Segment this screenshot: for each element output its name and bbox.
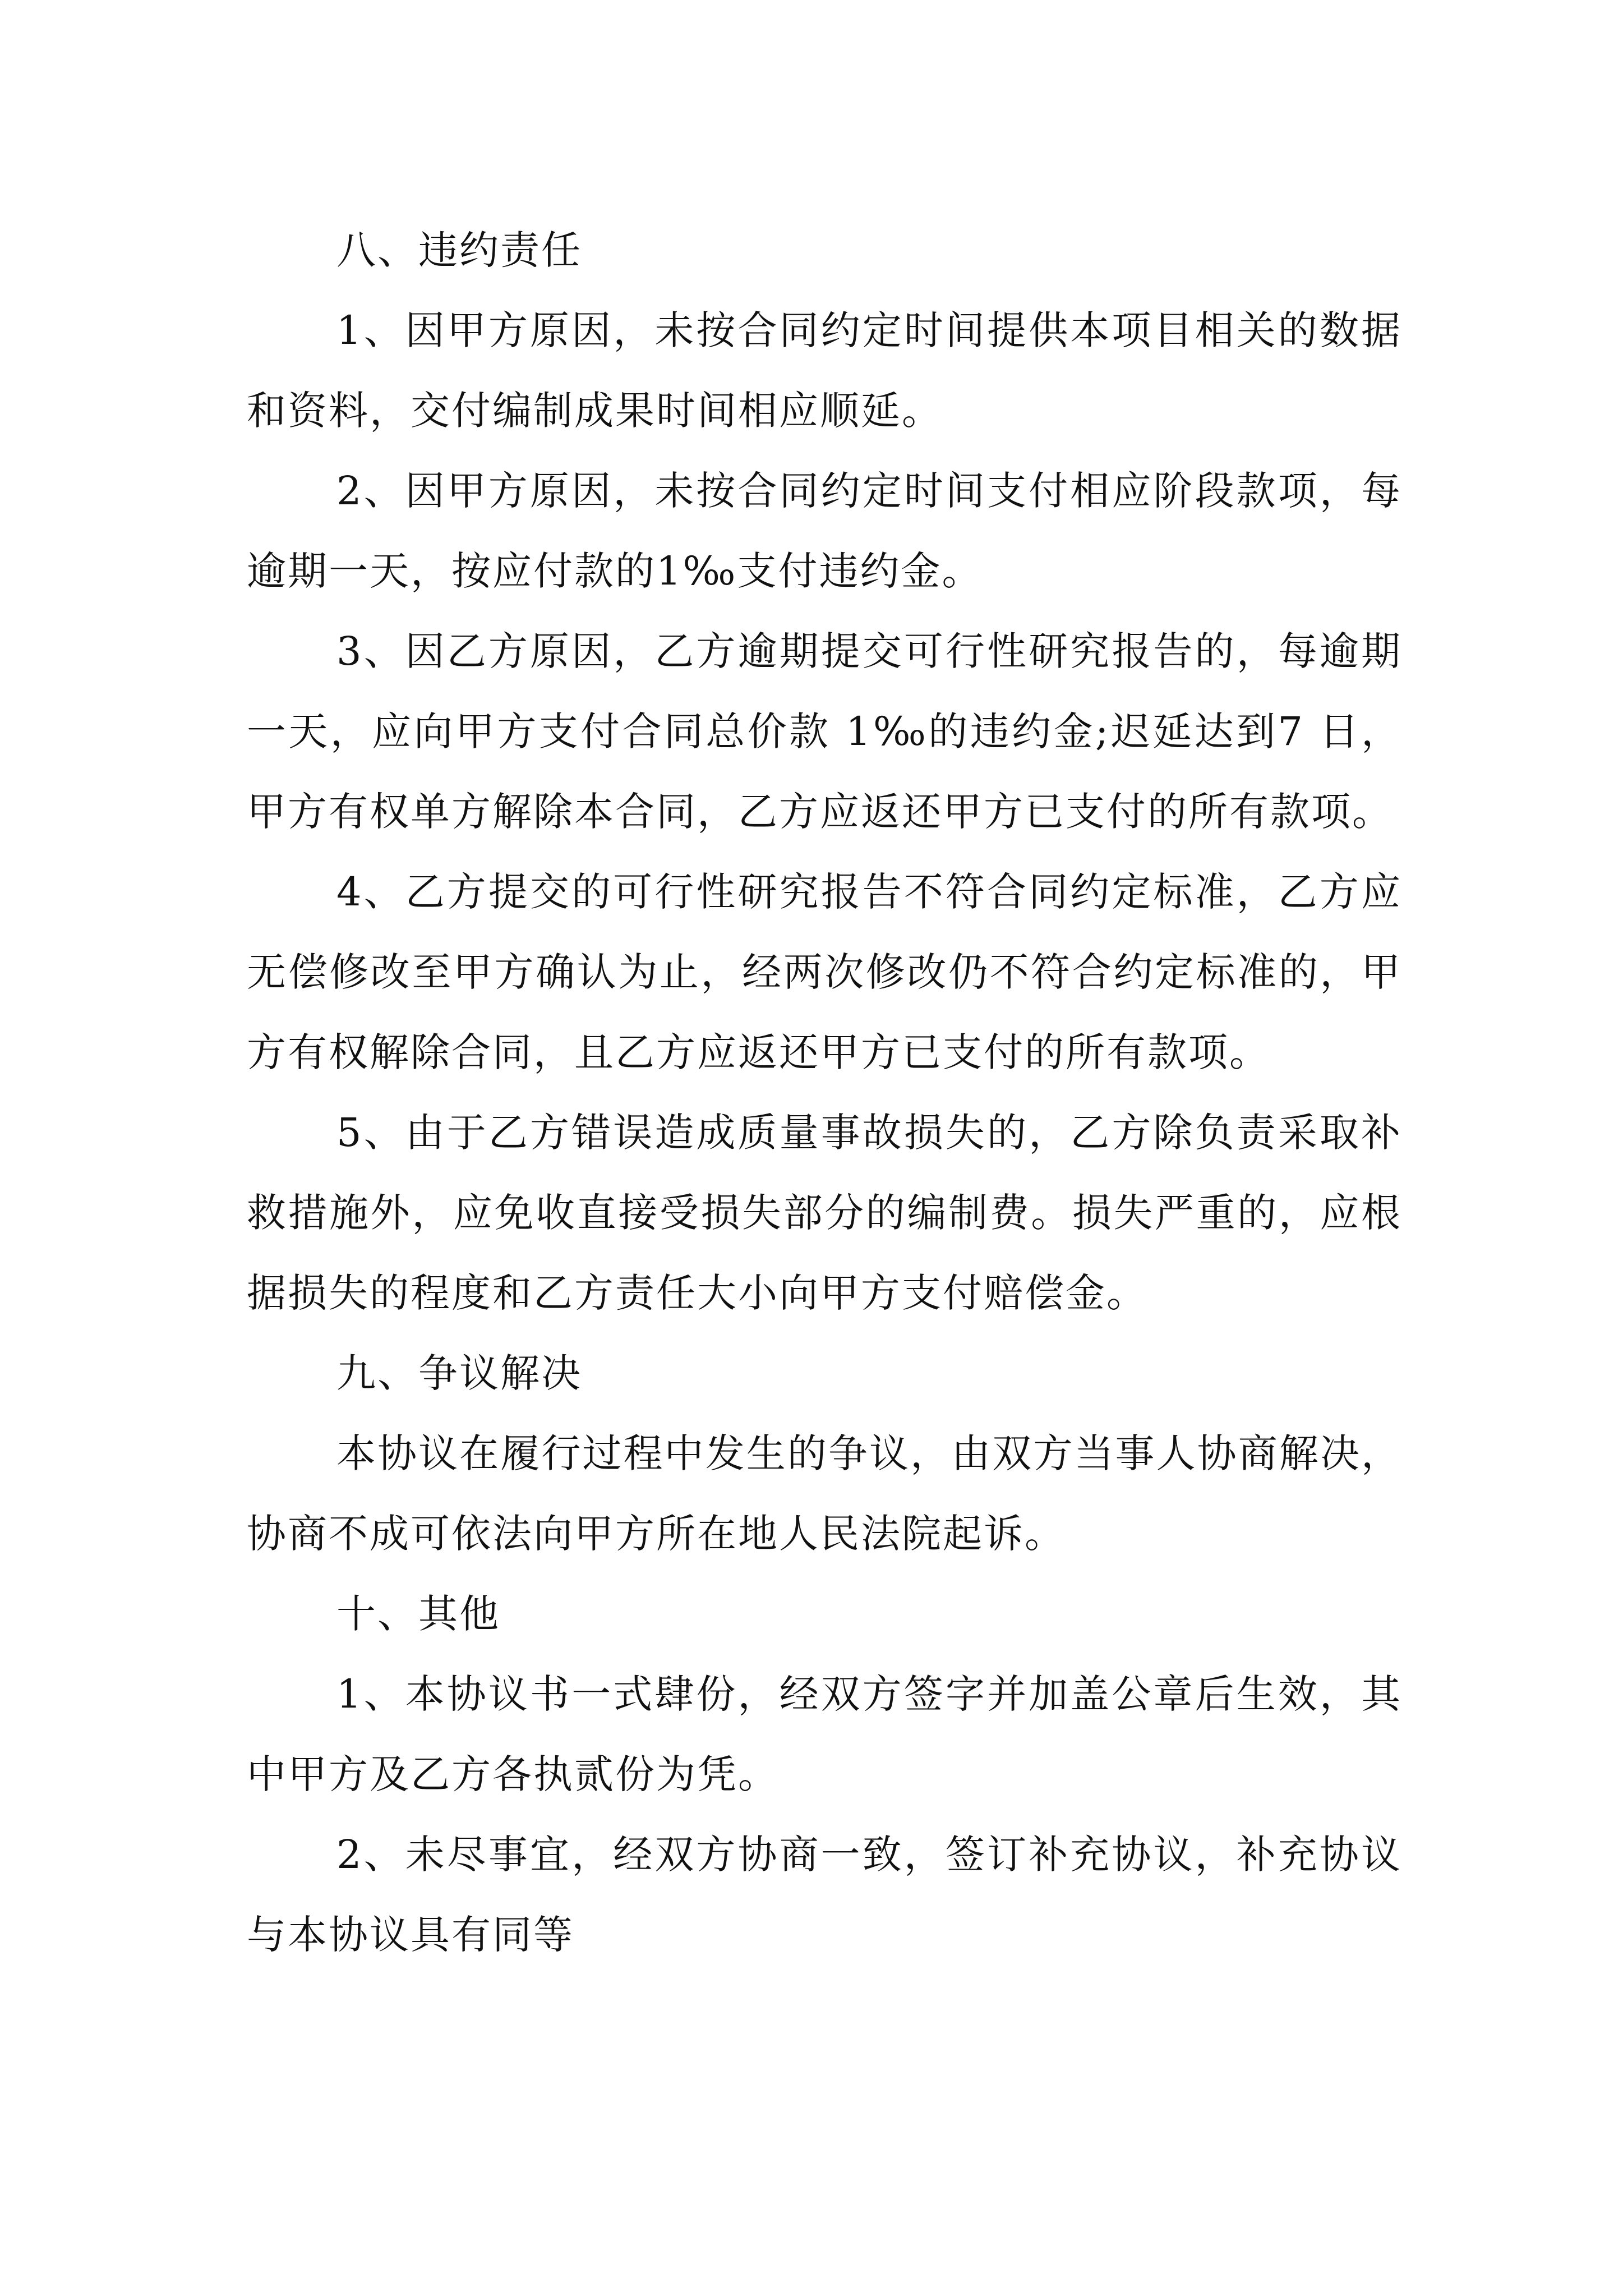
document-body [247, 210, 1402, 1975]
clause-8-5: 5、由于乙方错误造成质量事故损失的，乙方除负责采取补救措施外，应免收直接受损失部分的编制费。损失严重的，应根据损失的程度和乙方责任大小向甲方支付赔偿金。 [247, 1110, 1402, 1316]
clause-10-1: 1、本协议书一式肆份，经双方签字并加盖公章后生效，其中甲方及乙方各执贰份为凭。 [247, 1671, 1402, 1797]
section-heading-breach-liability: 八、违约责任 [336, 227, 582, 273]
clause-9-1: 本协议在履行过程中发生的争议，由双方当事人协商解决，协商不成可依法向甲方所在地人民法院起诉。 [247, 1430, 1402, 1557]
clause-10-2: 2、未尽事宜，经双方协商一致，签订补充协议，补充协议与本协议具有同等 [247, 1832, 1402, 1958]
clause-8-4: 4、乙方提交的可行性研究报告不符合同约定标准，乙方应无偿修改至甲方确认为止，经两次修改仍不符合约定标准的，甲方有权解除合同，且乙方应返还甲方已支付的所有款项。 [247, 869, 1402, 1075]
clause-8-3: 3、因乙方原因，乙方逾期提交可行性研究报告的，每逾期一天，应向甲方支付合同总价款 1‰的违约金;迟延达到7 日，甲方有权单方解除本合同，乙方应返还甲方已支付的所有款项。 [247, 628, 1402, 835]
section-heading-other: 十、其他 [336, 1591, 500, 1637]
clause-8-2: 2、因甲方原因，未按合同约定时间支付相应阶段款项，每逾期一天，按应付款的1‰支付违约金。 [247, 468, 1402, 594]
section-heading-dispute-resolution: 九、争议解决 [336, 1350, 582, 1396]
clause-8-1: 1、因甲方原因，未按合同约定时间提供本项目相关的数据和资料，交付编制成果时间相应顺延。 [247, 307, 1402, 434]
